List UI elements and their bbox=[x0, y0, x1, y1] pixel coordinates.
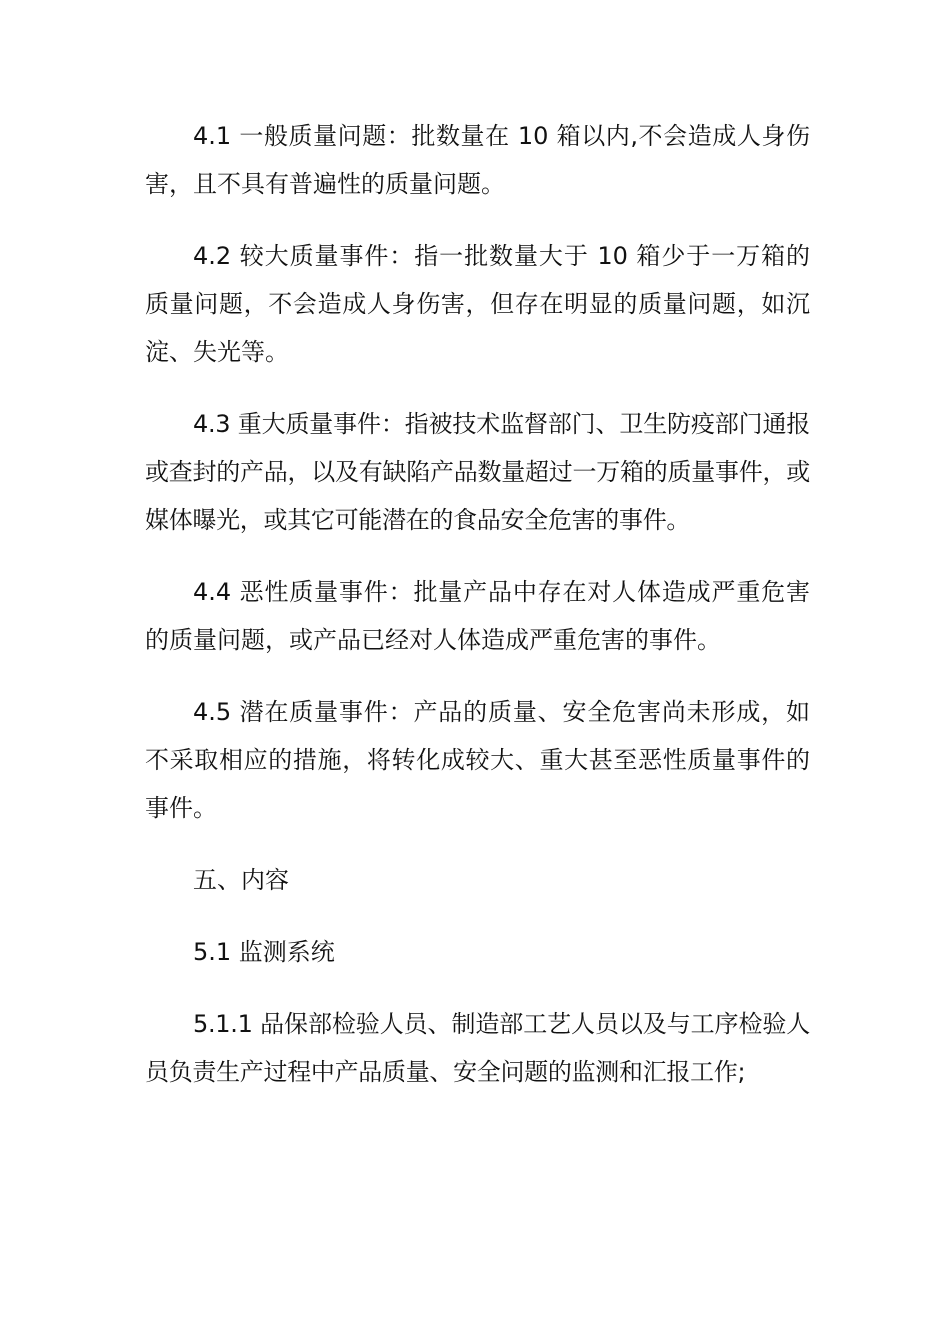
section-heading-5: 五、内容 bbox=[193, 866, 289, 894]
paragraph-4-3: 4.3 重大质量事件：指被技术监督部门、卫生防疫部门通报或查封的产品，以及有缺陷产品数量超过一万箱的质量事件，或媒体曝光，或其它可能潜在的食品安全危害的事件。 bbox=[145, 410, 810, 534]
paragraph-4-2: 4.2 较大质量事件：指一批数量大于 10 箱少于一万箱的质量问题，不会造成人身伤害，但存在明显的质量问题，如沉淀、失光等。 bbox=[145, 242, 810, 366]
paragraph-4-4: 4.4 恶性质量事件：批量产品中存在对人体造成严重危害的质量问题，或产品已经对人体造成严重危害的事件。 bbox=[145, 578, 810, 654]
paragraph-4-1: 4.1 一般质量问题：批数量在 10 箱以内,不会造成人身伤害，且不具有普遍性的质量问题。 bbox=[145, 122, 810, 198]
document-page bbox=[145, 112, 810, 1120]
paragraph-5-1-1: 5.1.1 品保部检验人员、制造部工艺人员以及与工序检验人员负责生产过程中产品质量、安全问题的监测和汇报工作; bbox=[145, 1010, 810, 1086]
subsection-heading-5-1: 5.1 监测系统 bbox=[193, 938, 335, 966]
paragraph-4-5: 4.5 潜在质量事件：产品的质量、安全危害尚未形成，如不采取相应的措施，将转化成较大、重大甚至恶性质量事件的事件。 bbox=[145, 698, 810, 822]
